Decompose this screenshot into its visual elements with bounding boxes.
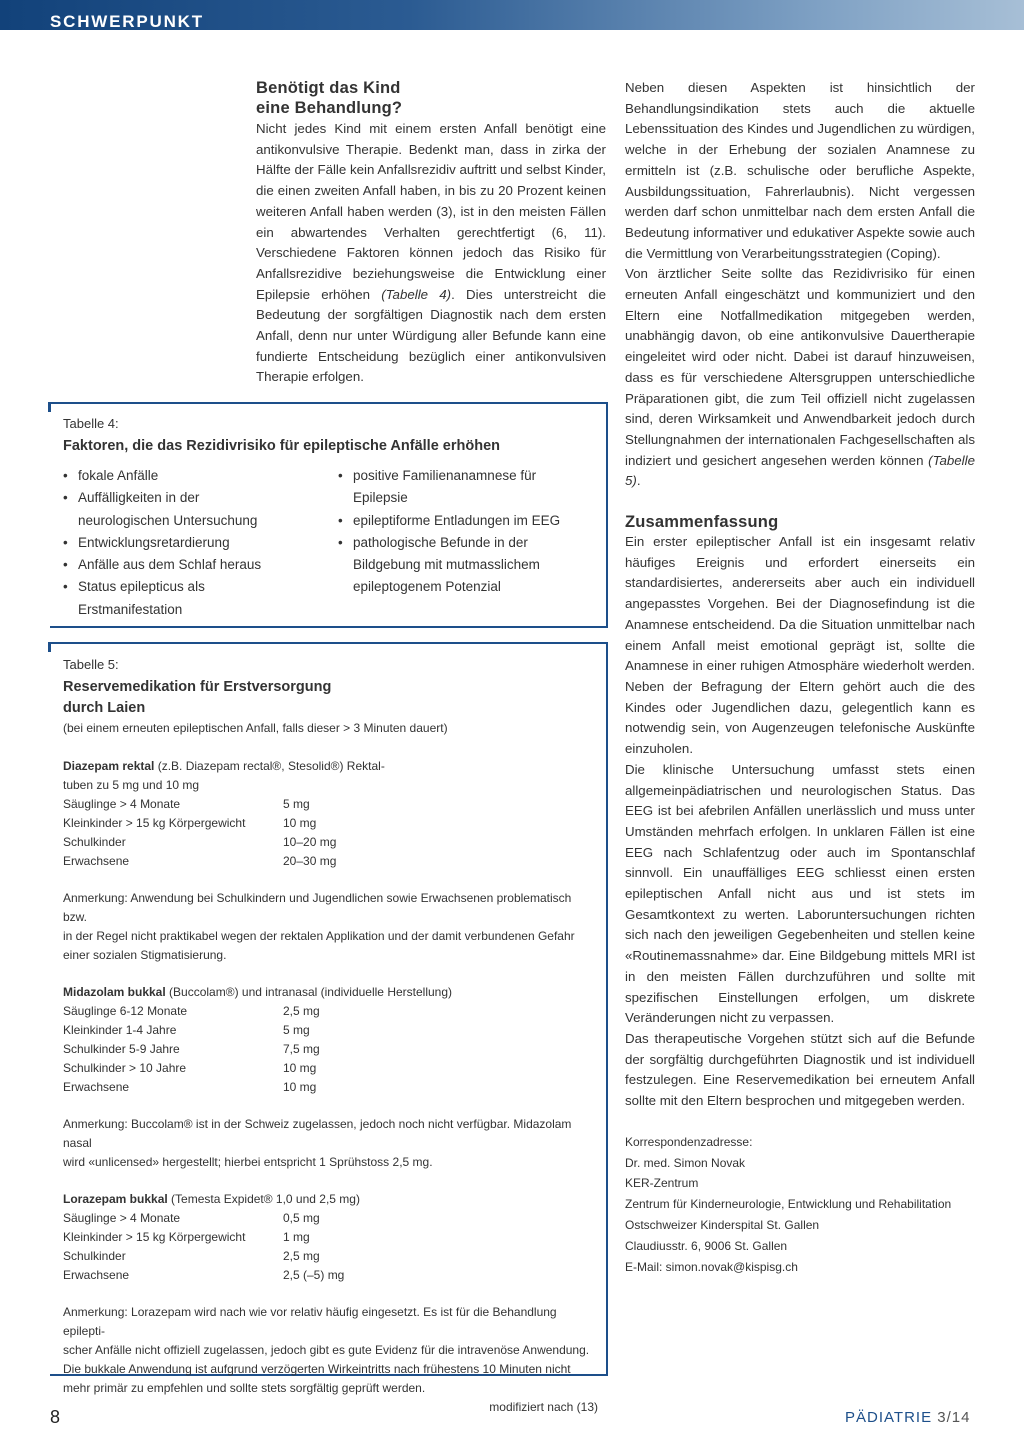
table-5-box <box>50 642 608 1414</box>
correspondence-address: Korrespondenzadresse: Dr. med. Simon Novak KER-Zentrum Zentrum für Kinderneurologie, Entwicklung und Rehabilitation Ostschweizer Kinderspital St. Gallen Claudiusstr. 6, 9006 St. Gallen E-Mail: simon.novak@kispisg.ch <box>625 1132 975 1278</box>
risk-factor-list-right <box>338 465 583 599</box>
section-label: SCHWERPUNKT <box>50 12 204 31</box>
drug-heading: Midazolam bukkal (Buccolam®) und intranasal (individuelle Herstellung) <box>63 985 453 999</box>
list-item: • epileptiforme Entladungen im EEG <box>338 510 583 532</box>
list-item: • fokale Anfälle <box>63 465 288 487</box>
table-title: Faktoren, die das Rezidivrisiko für epileptische Anfälle erhöhen <box>63 438 500 454</box>
drug-note: Anmerkung: Anwendung bei Schulkindern und Jugendlichen sowie Erwachsenen problematisch bzw. in der Regel nicht praktikabel wegen der rektalen Applikation und der damit verbundenen Gefahr einer sozialen Stigmatisierung. <box>63 891 575 962</box>
dose-row: Erwachsene 10 mg <box>63 1080 317 1094</box>
table-label: Tabelle 4: <box>63 416 119 431</box>
journal-brand: PÄDIATRIE 3/14 <box>845 1409 971 1426</box>
dose-row: Säuglinge 6-12 Monate 2,5 mg <box>63 1004 320 1018</box>
lorazepam-section <box>63 1190 598 1398</box>
list-item: • Auffälligkeiten in der neurologischen Untersuchung <box>63 487 288 532</box>
dose-row: Schulkinder > 10 Jahre 10 mg <box>63 1061 317 1075</box>
list-item: • Entwicklungsretardierung <box>63 532 288 554</box>
table-label: Tabelle 5: <box>63 657 119 672</box>
drug-note: Anmerkung: Lorazepam wird nach wie vor relativ häufig eingesetzt. Es ist für die Behandlung epilepti- scher Anfälle nicht offiziell zugelassen, jedoch gibt es gute Evidenz für die intravenöse Anwendung. Die bukkale Anwendung ist aufgrund verzögerten Wirkeintritts nach frühestens 10 Minuten nicht mehr primär zu empfehlen und sollte stets sorgfältig geprüft werden. <box>63 1305 590 1395</box>
table-4-box <box>50 402 608 628</box>
list-item: • Anfälle aus dem Schlaf heraus <box>63 554 288 576</box>
contact-email: E-Mail: simon.novak@kispisg.ch <box>625 1259 798 1274</box>
dose-row: Erwachsene 20–30 mg <box>63 854 337 868</box>
list-item: • Status epilepticus als Erstmanifestation <box>63 576 288 621</box>
contact-name: Dr. med. Simon Novak <box>625 1155 746 1170</box>
dose-row: Säuglinge > 4 Monate 0,5 mg <box>63 1211 320 1225</box>
midazolam-section <box>63 983 598 1172</box>
dose-row: Kleinkinder > 15 kg Körpergewicht 1 mg <box>63 1230 310 1244</box>
drug-note: Anmerkung: Buccolam® ist in der Schweiz zugelassen, jedoch noch nicht verfügbar. Midazolam nasal wird «unlicensed» hergestellt; hierbei entspricht 1 Sprühstoss 2,5 mg. <box>63 1117 572 1169</box>
table-source: modifiziert nach (13) <box>489 1400 598 1414</box>
summary-heading: Zusammenfassung <box>625 513 779 532</box>
dose-row: Erwachsene 2,5 (–5) mg <box>63 1268 345 1282</box>
dose-row: Schulkinder 10–20 mg <box>63 835 337 849</box>
issue-number: 3/14 <box>937 1409 971 1426</box>
drug-heading: Lorazepam bukkal (Temesta Expidet® 1,0 und 2,5 mg) <box>63 1192 360 1206</box>
body-paragraph: Nicht jedes Kind mit einem ersten Anfall benötigt eine antikonvulsive Therapie. Bedenkt man, dass in zirka der Hälfte der Fälle kein Anfallsrezidiv auftritt und selbst Kinder, die einen zweiten Anfall haben, in bis zu 20 Prozent keinen weiteren Anfall haben werden (3), ist in den meisten Fällen ein abwartendes Verhalten gerechtfertigt (6, 11). Verschiedene Faktoren können jedoch das Risiko für Anfallsrezidive beziehungsweise die Entwicklung einer Epilepsie erhöhen (Tabelle 4). Dies unterstreicht die Bedeutung der sorgfältigen Diagnostik nach dem ersten Anfall, denn nur unter Würdigung aller Befunde kann eine fundierte Entscheidung bezüglich einer antikonvulsiven Therapie erfolgen. <box>256 121 606 385</box>
section-heading: Benötigt das Kind eine Behandlung? <box>256 79 403 117</box>
table-subtitle: (bei einem erneuten epileptischen Anfall, falls dieser > 3 Minuten dauert) <box>63 721 448 735</box>
contact-label: Korrespondenzadresse: <box>625 1134 753 1149</box>
section-header-bar <box>0 0 1024 30</box>
dose-row: Säuglinge > 4 Monate 5 mg <box>63 797 310 811</box>
page-number: 8 <box>50 1407 61 1427</box>
body-paragraph: Ein erster epileptischer Anfall ist ein insgesamt relativ häufiges Ereignis und erfordert einerseits ein standardisiertes, andererseits aber auch ein individuell angepasstes Vorgehen. Bei der Diagnosefindung ist die Anamnese entscheidend. Da die Situation unmittelbar nach einem Anfall meist emotional geprägt ist, sollte die Anamnese in einer ruhigen Atmosphäre wiederholt werden. Neben der Befragung der Eltern gehört auch die des Kindes oder Jugendlichen dazu, gelegentlich kann es notwendig sein, von Augenzeugen telefonische Auskünfte einzuholen. <box>625 534 975 757</box>
body-paragraph: Die klinische Untersuchung umfasst stets einen allgemeinpädiatrischen und neurologischen Status. Das EEG ist bei afebrilen Anfällen unerlässlich und muss unter Umständen mehrfach erfolgen. In unklaren Fällen ist eine EEG nach Schlafentzug oder auch im Spontanschlaf sinnvoll. Ein unauffälliges EEG schliesst einen ersten epileptischen Anfall nicht aus und ist stets im Gesamtkontext zu werten. Laboruntersuchungen richten sich nach den jeweiligen Gegebenheiten und stellen keine «Routinemassnahme» dar. Eine Bildgebung mittels MRI ist in den meisten Fällen durchzuführen und sollte mit spezifischen Einstellungen erfolgen, um diskrete Veränderungen nicht zu verpassen. <box>625 761 975 1026</box>
list-item: • pathologische Befunde in der Bildgebung mit mutmasslichem epileptogenem Potenzial <box>338 532 583 599</box>
drug-heading: Diazepam rektal (z.B. Diazepam rectal®, Stesolid®) Rektal- <box>63 759 385 773</box>
right-column <box>625 78 975 1277</box>
dose-row: Kleinkinder > 15 kg Körpergewicht 10 mg <box>63 816 317 830</box>
risk-factor-list-left <box>63 465 288 621</box>
middle-column <box>256 78 606 388</box>
table-title: Reservemedikation für Erstversorgung durch Laien <box>63 679 332 716</box>
body-paragraph: Von ärztlicher Seite sollte das Rezidivrisiko für einen erneuten Anfall eingeschätzt und kommuniziert und den Eltern eine Notfallmedikation mitgegeben werden, unabhängig davon, ob eine antikonvulsive Dauertherapie eingeleitet wird oder nicht. Dabei ist darauf hinzuweisen, dass es für verschiedene Altersgruppen unterschiedliche Präparationen gibt, die zum Teil offiziell nicht zugelassen sind, deren Wirksamkeit und Anwendbarkeit jedoch durch Stellungnahmen der internationalen Fachgesellschaften als indiziert und gesichert angesehen werden können (Tabelle 5). <box>625 266 975 489</box>
dose-row: Kleinkinder 1-4 Jahre 5 mg <box>63 1023 310 1037</box>
diazepam-section: Diazepam rektal (z.B. Diazepam rectal®, Stesolid®) Rektal- tuben zu 5 mg und 10 mg Säuglinge > 4 Monate 5 mg Kleinkinder > 15 kg Körpergewicht 10 mg Schulkinder 10–20 mg Erwachsene 20–30 mg Anmerkung: Anwendung bei Schulkindern und Jugendlichen sowie Erwachsenen problematisch bzw. in der Regel nicht praktikabel wegen der rektalen Applikation und der damit verbundenen Gefahr einer sozialen Stigmatisierung. <box>63 757 598 965</box>
list-item: • positive Familienanamnese für Epilepsie <box>338 465 583 510</box>
dose-row: Schulkinder 2,5 mg <box>63 1249 320 1263</box>
body-paragraph: Neben diesen Aspekten ist hinsichtlich der Behandlungsindikation stets auch die aktuelle Lebenssituation des Kindes und Jugendlichen zu würdigen, welche in der Erhebung der sozialen Anamnese zu ermitteln ist (z.B. schulische oder berufliche Aspekte, Ausbildungssituation, Fahrerlaubnis). Nicht vergessen werden darf schon unmittelbar nach dem ersten Anfall die Bedeutung informativer und edukativer Aspekte sowie auch die Vermittlung von Verarbeitungsstrategien (Coping). <box>625 80 975 261</box>
body-paragraph: Das therapeutische Vorgehen stützt sich auf die Befunde der sorgfältig durchgeführten Diagnostik und ist individuell festzulegen. Eine Reservemedikation bei erneutem Anfall sollte mit den Eltern besprochen und mitgegeben werden. <box>625 1030 975 1109</box>
dose-row: Schulkinder 5-9 Jahre 7,5 mg <box>63 1042 320 1056</box>
